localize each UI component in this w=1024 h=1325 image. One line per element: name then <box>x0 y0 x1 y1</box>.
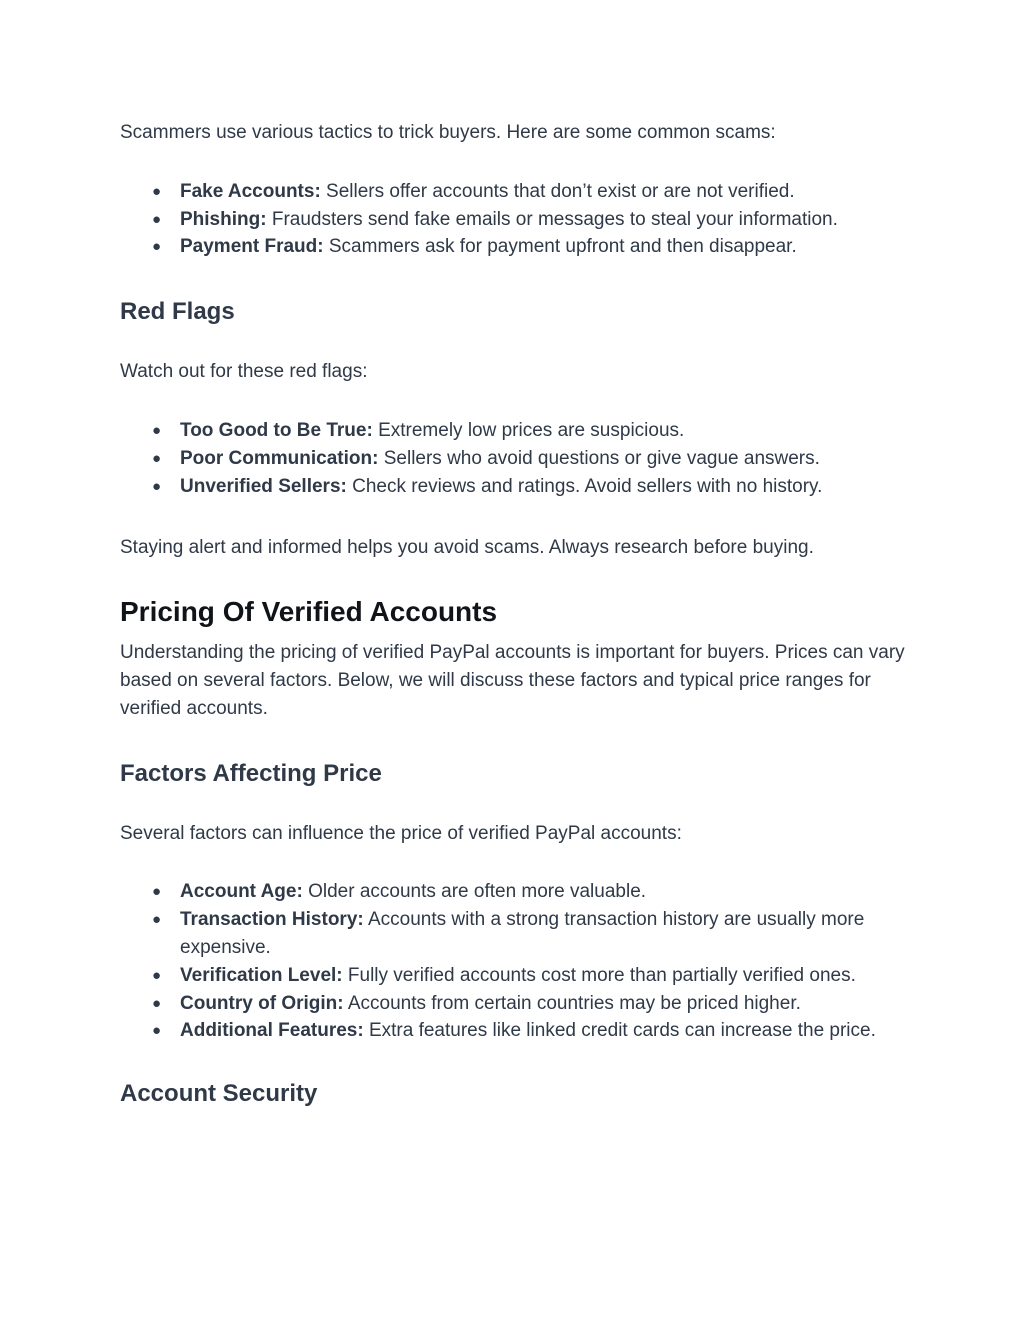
bullet-icon: ● <box>152 911 162 929</box>
list-item-term: Country of Origin: <box>180 992 344 1014</box>
list-item-text: Scammers ask for payment upfront and then disappear. <box>323 236 797 258</box>
list-item-text: Fraudsters send fake emails or messages to steal your information. <box>266 208 838 230</box>
list-item-term: Additional Features: <box>180 1020 364 1042</box>
list-item <box>120 417 910 445</box>
red-flags-list <box>120 417 910 500</box>
list-item-term: Fake Accounts: <box>180 180 321 202</box>
list-item-text: Sellers offer accounts that don’t exist or are not verified. <box>320 180 795 202</box>
list-item-text: Sellers who avoid questions or give vague answers. <box>378 447 820 469</box>
red-flags-heading: Red Flags <box>120 298 235 326</box>
list-item <box>120 906 910 962</box>
factors-list <box>120 878 910 1045</box>
bullet-icon: ● <box>152 966 162 984</box>
list-item-term: Account Age: <box>180 881 303 903</box>
list-item-term: Transaction History: <box>180 909 364 931</box>
red-flags-closing: Staying alert and informed helps you avoid scams. Always research before buying. <box>120 537 814 559</box>
list-item-text: Extra features like linked credit cards can increase the price. <box>363 1020 876 1042</box>
list-item <box>120 962 910 990</box>
red-flags-intro: Watch out for these red flags: <box>120 361 368 383</box>
bullet-icon: ● <box>152 883 162 901</box>
bullet-icon: ● <box>152 210 162 228</box>
list-item-text: Check reviews and ratings. Avoid sellers with no history. <box>346 475 823 497</box>
list-item <box>120 1017 910 1045</box>
bullet-icon: ● <box>152 182 162 200</box>
bullet-icon: ● <box>152 449 162 467</box>
bullet-icon: ● <box>152 421 162 439</box>
list-item-text: Fully verified accounts cost more than partially verified ones. <box>342 964 856 986</box>
scams-list <box>120 178 910 261</box>
list-item <box>120 878 910 906</box>
pricing-intro: Understanding the pricing of verified PayPal accounts is important for buyers. Prices can vary based on several factors. Below, we will discuss these factors and typical price ranges for verified accounts. <box>120 642 905 719</box>
security-heading: Account Security <box>120 1080 318 1108</box>
list-item-term: Poor Communication: <box>180 447 379 469</box>
bullet-icon: ● <box>152 238 162 256</box>
list-item-term: Phishing: <box>180 208 267 230</box>
list-item-term: Too Good to Be True: <box>180 419 373 441</box>
scams-intro: Scammers use various tactics to trick buyers. Here are some common scams: <box>120 122 776 143</box>
list-item-term: Payment Fraud: <box>180 236 324 258</box>
list-item <box>120 445 910 473</box>
factors-intro: Several factors can influence the price of verified PayPal accounts: <box>120 822 682 844</box>
list-item <box>120 178 910 206</box>
factors-heading: Factors Affecting Price <box>120 759 382 787</box>
list-item <box>120 473 910 501</box>
list-item <box>120 206 910 234</box>
list-item-term: Verification Level: <box>180 964 343 986</box>
bullet-icon: ● <box>152 994 162 1012</box>
list-item-text: Extremely low prices are suspicious. <box>372 419 685 441</box>
bullet-icon: ● <box>152 1022 162 1040</box>
list-item <box>120 990 910 1018</box>
pricing-heading: Pricing Of Verified Accounts <box>120 596 498 628</box>
list-item-term: Unverified Sellers: <box>180 475 347 497</box>
list-item-text: Older accounts are often more valuable. <box>302 881 647 903</box>
list-item <box>120 233 910 261</box>
list-item-text: Accounts from certain countries may be priced higher. <box>343 992 801 1014</box>
bullet-icon: ● <box>152 477 162 495</box>
document-page <box>120 119 910 1109</box>
list-item-text: Accounts with a strong transaction history are usually more expensive. <box>180 909 865 958</box>
